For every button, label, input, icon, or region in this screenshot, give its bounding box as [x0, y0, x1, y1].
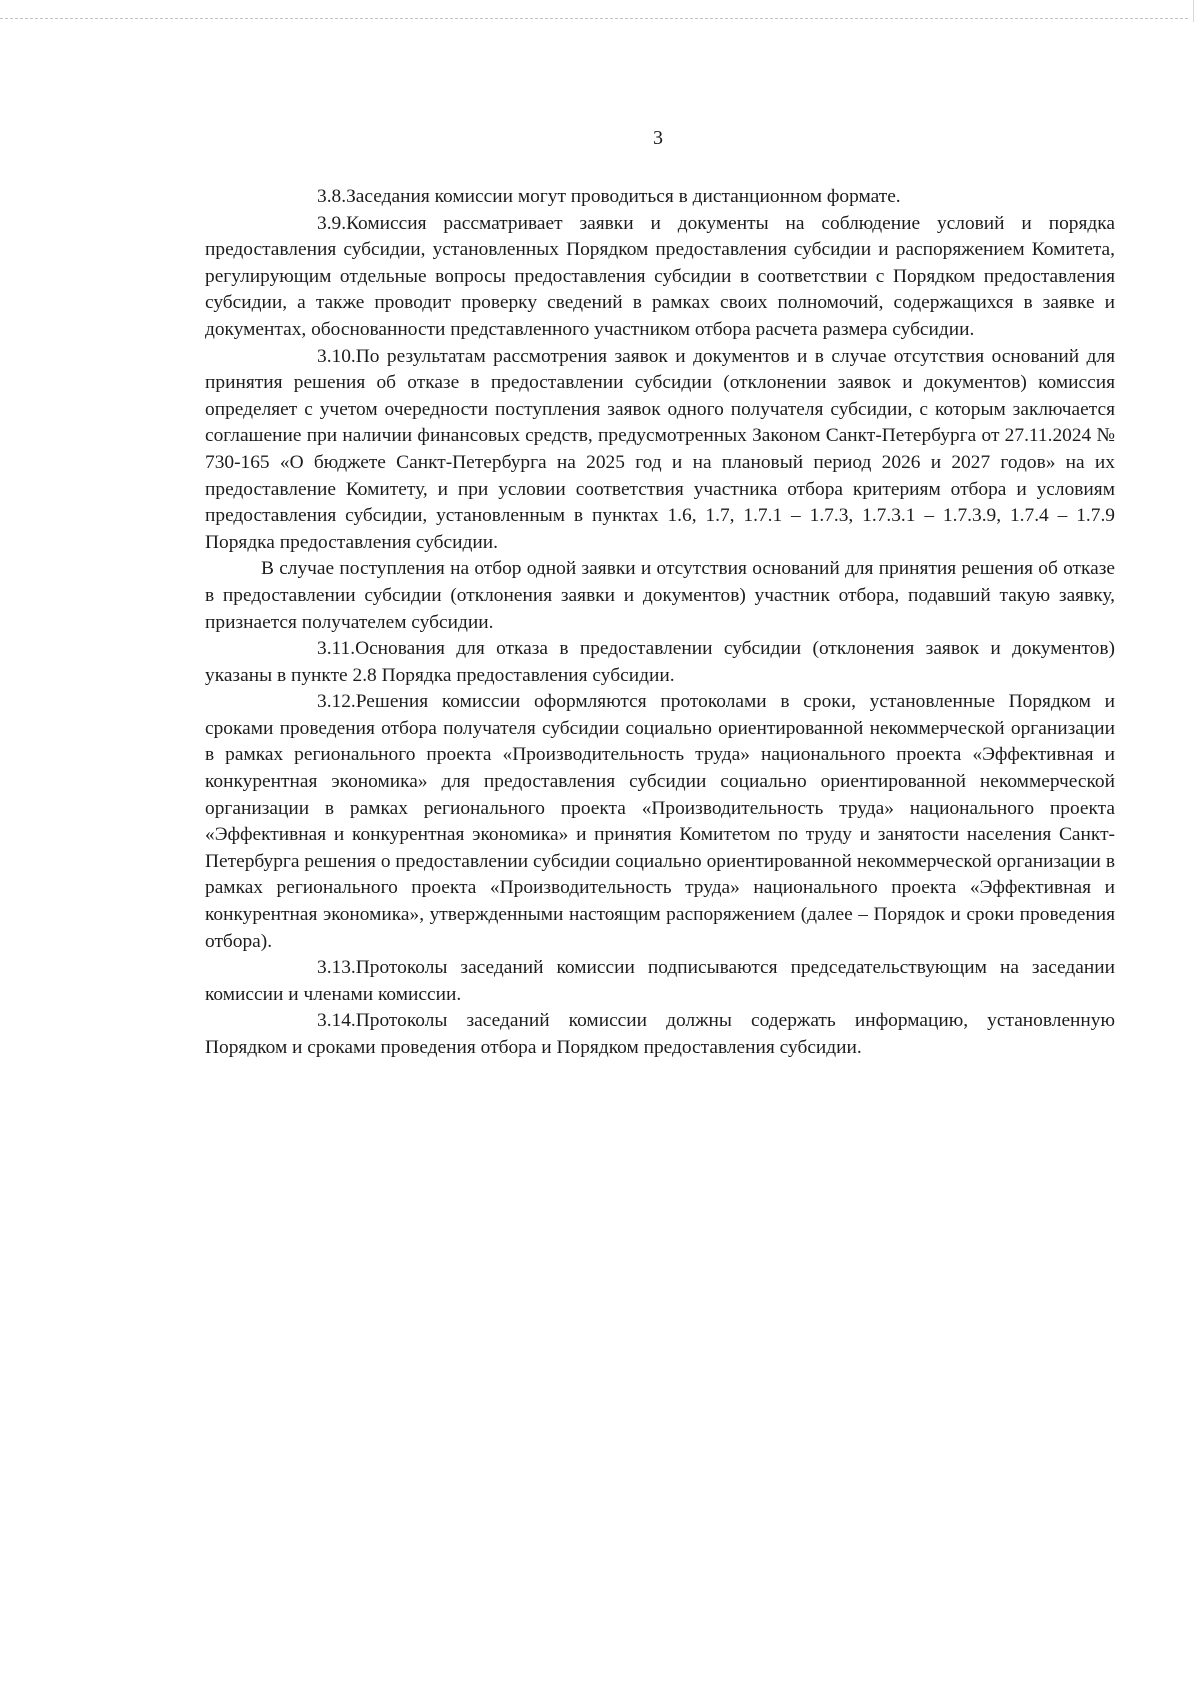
document-body: [205, 184, 1115, 1062]
scan-edge-mark: [1193, 0, 1194, 22]
paragraph-text: Основания для отказа в предоставлении субсидии (отклонения заявок и документов) указаны в пункте 2.8 Порядка предоставления субсидии.: [205, 638, 1115, 686]
paragraph-number: 3.8.: [317, 186, 347, 207]
paragraph-3-10-continuation: [205, 556, 1115, 636]
paragraph-number: 3.12.: [317, 691, 356, 713]
paragraph-3-8: [205, 184, 1115, 211]
paragraph-number: 3.13.: [317, 957, 356, 979]
paragraph-number: 3.9.: [317, 212, 347, 234]
scan-edge-line: [0, 18, 1188, 19]
paragraph-3-13: [205, 955, 1115, 1008]
paragraph-3-10: [205, 344, 1115, 557]
paragraph-3-14: [205, 1008, 1115, 1061]
page-number: 3: [653, 127, 663, 149]
paragraph-3-9: [205, 211, 1115, 344]
paragraph-3-11: [205, 636, 1115, 689]
paragraph-3-12: [205, 689, 1115, 955]
paragraph-text: Протоколы заседаний комиссии должны содержать информацию, установленную Порядком и сроками проведения отбора и Порядком предоставления субсидии.: [205, 1010, 1115, 1058]
paragraph-number: 3.11.: [317, 638, 356, 660]
paragraph-text: Комиссия рассматривает заявки и документы на соблюдение условий и порядка предоставления субсидии, установленных Порядком предоставления субсидии и распоряжением Комитета, регулирующим отдельные вопросы предоставления субсидии в соответствии с Порядком предоставления субсидии, а также проводит проверку сведений в рамках своих полномочий, содержащихся в заявке и документах, обоснованности представленного участником отбора расчета размера субсидии.: [205, 212, 1115, 340]
paragraph-number: 3.10.: [317, 345, 356, 367]
paragraph-number: 3.14.: [317, 1010, 356, 1032]
paragraph-text: Протоколы заседаний комиссии подписываются председательствующим на заседании комиссии и членами комиссии.: [205, 957, 1115, 1005]
paragraph-text: Заседания комиссии могут проводиться в дистанционном формате.: [346, 186, 901, 207]
paragraph-text: Решения комиссии оформляются протоколами в сроки, установленные Порядком и сроками проведения отбора получателя субсидии социально ориентированной некоммерческой организации в рамках регионального проекта «Производительность труда» национального проекта «Эффективная и конкурентная экономика» для предоставления субсидии социально ориентированной некоммерческой организации в рамках регионального проекта «Производительность труда» национального проекта «Эффективная и конкурентная экономика» и принятия Комитетом по труду и занятости населения Санкт-Петербурга решения о предоставлении субсидии социально ориентированной некоммерческой организации в рамках регионального проекта «Производительность труда» национального проекта «Эффективная и конкурентная экономика», утвержденными настоящим распоряжением (далее – Порядок и сроки проведения отбора).: [205, 691, 1115, 952]
paragraph-text: В случае поступления на отбор одной заявки и отсутствия оснований для принятия решения об отказе в предоставлении субсидии (отклонения заявки и документов) участник отбора, подавший такую заявку, признается получателем субсидии.: [205, 558, 1115, 633]
paragraph-text: По результатам рассмотрения заявок и документов и в случае отсутствия оснований для принятия решения об отказе в предоставлении субсидии (отклонении заявок и документов) комиссия определяет с учетом очередности поступления заявок одного получателя субсидии, с которым заключается соглашение при наличии финансовых средств, предусмотренных Законом Санкт-Петербурга от 27.11.2024 № 730-165 «О бюджете Санкт-Петербурга на 2025 год и на плановый период 2026 и 2027 годов» на их предоставление Комитету, и при условии соответствия участника отбора критериям отбора и условиям предоставления субсидии, установленным в пунктах 1.6, 1.7, 1.7.1 – 1.7.3, 1.7.3.1 – 1.7.3.9, 1.7.4 – 1.7.9 Порядка предоставления субсидии.: [205, 345, 1115, 553]
